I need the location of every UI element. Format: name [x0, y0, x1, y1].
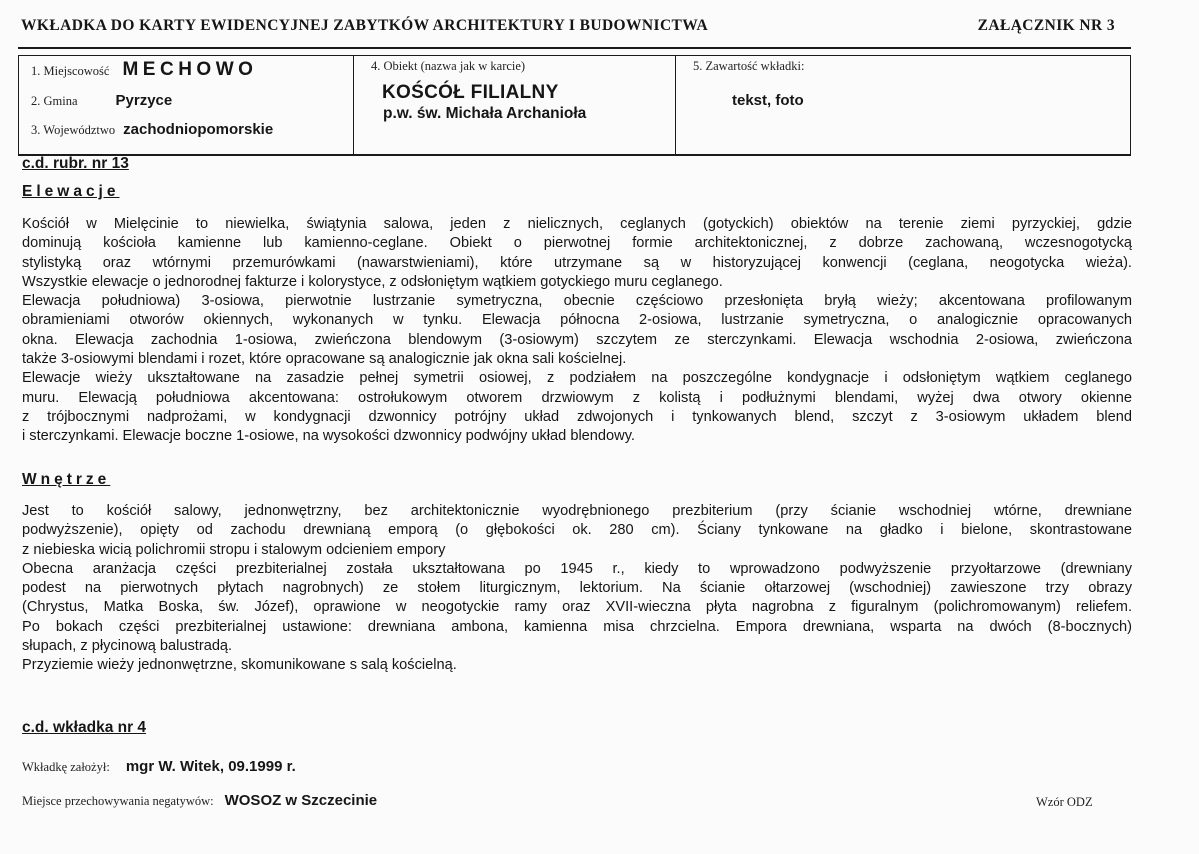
text-line: i sterczynkami. Elewacje boczne 1-osiowe, na wysokości dzwonnicy podwójny układ blendowy. [22, 428, 635, 445]
template-note: Wzór ODZ [1036, 795, 1093, 809]
wojewodztwo-field [31, 121, 273, 138]
gmina-field [31, 92, 172, 109]
info-box [18, 55, 1131, 156]
text-line: dominują kościoła kamienne lub kamienno-ceglane. Obiekt o pierwotnej formie architektonicznej, z dobrze zachowaną, wczesnogotycką [22, 235, 1132, 252]
wnetrze-heading: Wnętrze [22, 471, 111, 488]
miejscowosc-value: MECHOWO [122, 59, 258, 80]
text-line: stylistyką oraz wtórnymi przemurówkami (nawarstwieniami), które utrzymane są w historyzującej konwencji (ceglana, neogotycka wieża). [22, 254, 1132, 271]
founded-label: Wkładkę założył: [22, 760, 110, 774]
text-line: Po bokach części prezbiterialnej ustawione: drewniana ambona, kamienna misa chrzcielna. Empora drewniana, wsparta na dwóch (8-bocznych) [22, 618, 1132, 635]
negatives-value: WOSOZ w Szczecinie [224, 792, 378, 809]
obiekt-name: KOŚCÓŁ FILIALNY [382, 82, 559, 103]
wojewodztwo-label: 3. Województwo [31, 123, 116, 137]
wojewodztwo-value: zachodniopomorskie [123, 121, 274, 138]
text-line: Jest to kościół salowy, jednonwętrzny, bez architektonicznie wyodrębnionego prezbiterium (przy ścianie wschodniej wtórne, drewniane [22, 503, 1132, 519]
wnetrze-text [22, 502, 1132, 676]
founded-field [22, 758, 296, 775]
obiekt-subtitle: p.w. św. Michała Archanioła [383, 105, 587, 122]
text-line: z trójbocznymi nadprożami, w kondygnacji dzwonnicy potrójny układ zdwojonych i tynkowanych blend, szczyt z 3-osiowym układem blend [22, 408, 1132, 425]
text-line: także 3-osiowymi blendami i rozet, które opracowane są analogicznie jak okna sali kościelnej. [22, 351, 627, 368]
negatives-field [22, 792, 377, 809]
text-line: Przyziemie wieży jednonwętrzne, skomunikowane s salą kościelną. [22, 657, 457, 674]
text-line: muru. Elewacją południowa akcentowana: ostrołukowym otworem drzwiowym z kolistą i podłużnymi blendami, wyżej dwa otwory okienne [22, 389, 1132, 406]
gmina-label: 2. Gmina [31, 94, 78, 108]
text-line: okna. Elewacja zachodnia 1-osiowa, zwieńczona blendowym (3-osiowym) szczytem ze sterczynkami. Elewacja wschodnia 2-osiowa, zwieńczona [22, 331, 1132, 348]
text-line: Elewacje wieży ukształtowane na zasadzie pełnej symetrii osiowej, z podziałem na poszczególne kondygnacje i odsłoniętym wątkiem ceglanego [22, 370, 1132, 387]
gmina-value: Pyrzyce [115, 92, 173, 109]
elewacje-heading: Elewacje [22, 183, 120, 200]
zawartosc-label: 5. Zawartość wkładki: [693, 59, 805, 73]
zawartosc-value: tekst, foto [732, 92, 804, 109]
location-column [19, 56, 352, 154]
obiekt-label: 4. Obiekt (nazwa jak w karcie) [371, 59, 526, 73]
text-line: Wszystkie elewacje o jednorodnej fakturze i kolorystyce, z odsłoniętym wątkiem gotyckiego muru ceglanego. [22, 273, 723, 290]
header-rule [18, 47, 1131, 49]
text-line: podest na pierwotnych płytach nagrobnych) ze stołem liturgicznym, lektorium. Na ścianie ołtarzowej (wschodniej) zawieszone trzy obrazy [22, 580, 1132, 597]
text-line: Elewacja południowa) 3-osiowa, pierwotnie lustrzanie symetryczna, obecnie częściowo przesłonięta bryłą wieży; akcentowana profilowanym [22, 293, 1132, 310]
continuation-heading: c.d. rubr. nr 13 [22, 155, 129, 172]
founded-value: mgr W. Witek, 09.1999 r. [125, 758, 296, 775]
text-line: słupach, z płycinową balustradą. [22, 638, 233, 655]
negatives-label: Miejsce przechowywania negatywów: [22, 794, 214, 808]
text-line: Kościół w Mielęcinie to niewielka, świątynia salowa, jeden z nielicznych, ceglanych (gotyckich) obiektów na terenie ziemi pyrzyckiej, gdzie [22, 216, 1132, 232]
contents-column [675, 56, 1131, 154]
document-header [21, 17, 1115, 35]
elewacje-text [22, 215, 1132, 447]
text-line: (Chrystus, Matka Boska, św. Józef), oprawione w neogotyckie ramy oraz XVII-wieczna płyta nagrobna z figuralnym (polichromowanym) reliefem. [22, 599, 1132, 616]
text-line: obramieniami otworów okiennych, wykonanych w tynku. Elewacja północna 2-osiowa, lustrzanie symetryczna, o analogicznie opracowanych [22, 312, 1132, 329]
object-column [353, 56, 676, 154]
miejscowosc-field [31, 59, 257, 81]
document-title: WKŁADKA DO KARTY EWIDENCYJNEJ ZABYTKÓW ARCHITEKTURY I BUDOWNICTWA [21, 17, 709, 34]
text-line: podwyższenie), opięty od zachodu drewnianą emporą (o głębokości ok. 280 cm). Ściany tynkowane na gładko i bielone, skontrastowane [22, 522, 1132, 539]
text-line: z niebieska wicią polichromii stropu i stalowym odcieniem empory [22, 541, 446, 558]
text-line: Obecna aranżacja części prezbiterialnej została ukształtowana po 1945 r., kiedy to wprowadzono podwyższenie przyołtarzowe (drewniany [22, 560, 1132, 577]
miejscowosc-label: 1. Miejscowość [31, 64, 110, 78]
continued-insert: c.d. wkładka nr 4 [22, 719, 147, 736]
annex-number: ZAŁĄCZNIK NR 3 [977, 17, 1115, 34]
